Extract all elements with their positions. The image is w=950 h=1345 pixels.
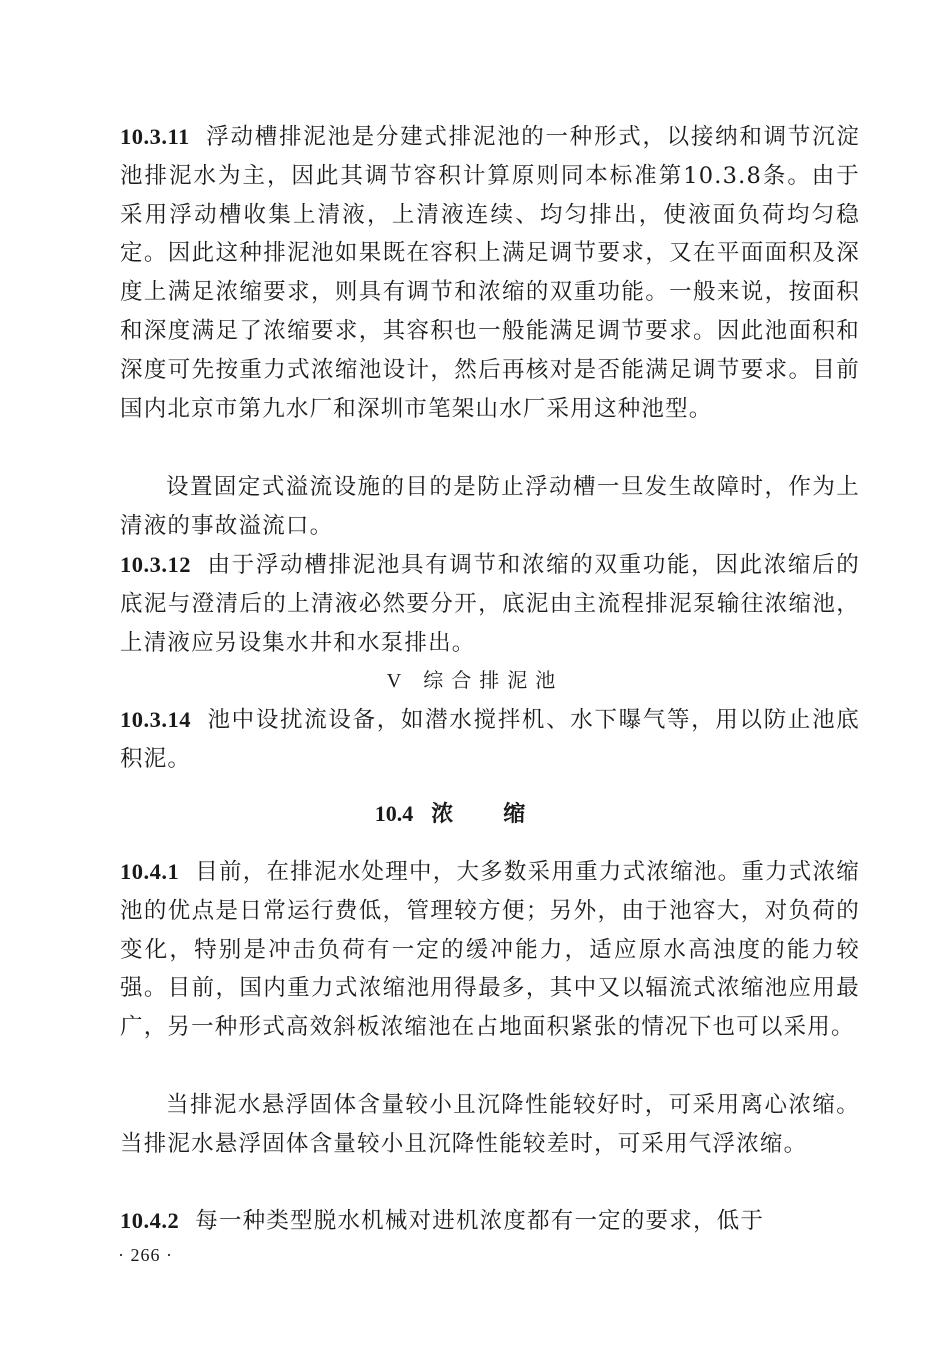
clause-10-4-1 — [120, 853, 860, 1047]
clause-10-3-14 — [120, 701, 860, 779]
page-number: · 266 · — [118, 1245, 173, 1265]
clause-10-3-12 — [120, 546, 860, 662]
clause-text: 由于浮动槽排泥池具有调节和浓缩的双重功能，因此浓缩后的底泥与澄清后的上清液必然要分开，底泥由主流程排泥泵输往浓缩池，上清液应另设集水井和水泵排出。 — [120, 552, 860, 656]
clause-number: 10.3.12 — [120, 552, 191, 577]
clause-number: 10.4.1 — [120, 859, 180, 884]
section-number: 10.4 — [374, 801, 414, 826]
section-title-text: 浓缩 — [431, 801, 576, 827]
section-heading — [0, 797, 950, 828]
paragraph-text: 设置固定式溢流设施的目的是防止浮动槽一旦发生故障时，作为上清液的事故溢流口。 — [120, 474, 860, 539]
clause-10-3-11-paragraph-2 — [120, 468, 860, 546]
clause-number: 10.4.2 — [120, 1208, 180, 1233]
clause-10-4-2 — [120, 1202, 860, 1241]
clause-text: 目前，在排泥水处理中，大多数采用重力式浓缩池。重力式浓缩池的优点是日常运行费低，管理较方便；另外，由于池容大，对负荷的变化，特别是冲击负荷有一定的缓冲能力，适应原水高浊度的能力较强。目前，国内重力式浓缩池用得最多，其中又以辐流式浓缩池应用最广，另一种形式高效斜板浓缩池在占地面积紧张的情况下也可以采用。 — [120, 859, 860, 1041]
clause-10-4-1-paragraph-2 — [120, 1086, 860, 1164]
paragraph-text: 当排泥水悬浮固体含量较小且沉降性能较好时，可采用离心浓缩。当排泥水悬浮固体含量较小且沉降性能较差时，可采用气浮浓缩。 — [120, 1092, 860, 1157]
clause-text: 池中设扰流设备，如潜水搅拌机、水下曝气等，用以防止池底积泥。 — [120, 707, 860, 772]
clause-text: 每一种类型脱水机械对进机浓度都有一定的要求，低于 — [195, 1208, 765, 1234]
clause-text: 浮动槽排泥池是分建式排泥池的一种形式，以接纳和调节沉淀池排泥水为主，因此其调节容积计算原则同本标准第10.3.8条。由于采用浮动槽收集上清液，上清液连续、均匀排出，使液面负荷均匀稳定。因此这种排泥池如果既在容积上满足调节要求，又在平面面积及深度上满足浓缩要求，则具有调节和浓缩的双重功能。一般来说，按面积和深度满足了浓缩要求，其容积也一般能满足调节要求。因此池面积和深度可先按重力式浓缩池设计，然后再核对是否能满足调节要求。目前国内北京市第九水厂和深圳市笔架山水厂采用这种池型。 — [120, 124, 860, 422]
clause-number: 10.3.14 — [120, 707, 191, 732]
subsection-heading — [0, 664, 950, 693]
subsection-roman-numeral: V — [386, 670, 402, 692]
clause-10-3-11 — [120, 118, 860, 428]
clause-number: 10.3.11 — [120, 124, 190, 149]
subsection-title-text: 综合排泥池 — [423, 668, 564, 692]
